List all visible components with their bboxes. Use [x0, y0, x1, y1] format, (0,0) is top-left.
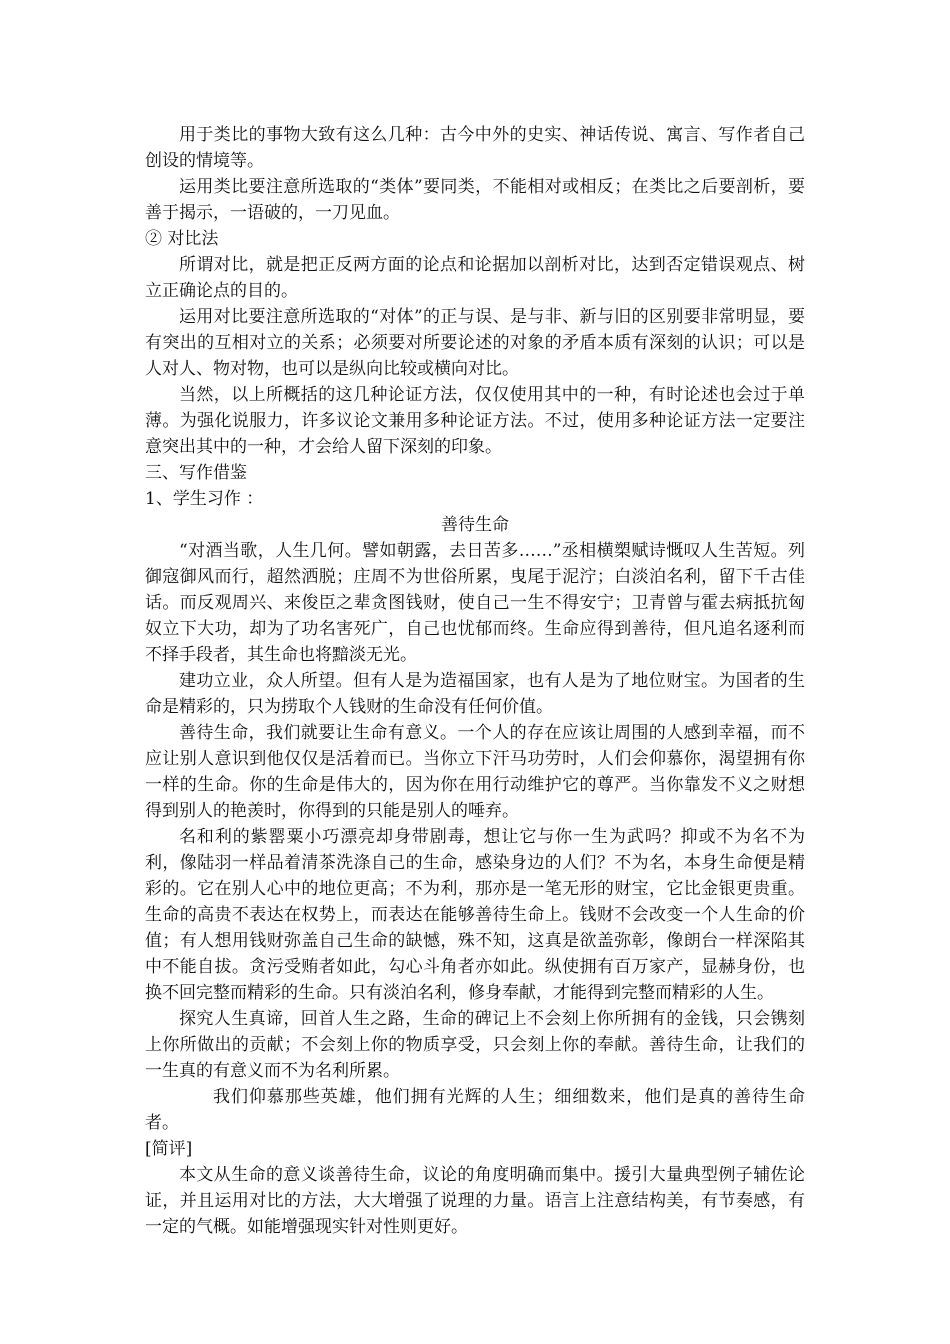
heading-writing-reference: 三、写作借鉴 [145, 463, 247, 483]
heading-brief-comment: [简评] [145, 1139, 193, 1159]
paragraph-analogy-types: 用于类比的事物大致有这么几种：古今中外的史实、神话传说、寓言、写作者自己创设的情境等。 [145, 125, 805, 171]
paragraph-multiple-methods: 当然，以上所概括的这几种论证方法，仅仅使用其中的一种，有时论述也会过于单薄。为强化说服力，许多议论文兼用多种论证方法。不过，使用多种论证方法一定要注意突出其中的一种，才会给人留下深刻的印象。 [145, 385, 805, 457]
essay-paragraph-1: “对酒当歌，人生几何。譬如朝露，去日苦多……”丞相横槊赋诗慨叹人生苦短。列御寇御风而行，超然洒脱；庄周不为世俗所累，曳尾于泥泞；白淡泊名利，留下千古佳话。而反观周兴、来俊臣之辈贪图钱财，使自己一生不得安宁；卫青曾与霍去病抵抗匈奴立下大功，却为了功名害死广，自己也忧郁而终。生命应得到善待，但凡追名逐利而不择手段者，其生命也将黯淡无光。 [145, 541, 805, 665]
essay-paragraph-2: 建功立业，众人所望。但有人是为造福国家，也有人是为了地位财宝。为国者的生命是精彩的，只为捞取个人钱财的生命没有任何价值。 [145, 671, 805, 717]
essay-paragraph-3: 善待生命，我们就要让生命有意义。一个人的存在应该让周围的人感到幸福，而不应让别人意识到他仅仅是活着而已。当你立下汗马功劳时，人们会仰慕你，渴望拥有你一样的生命。你的生命是伟大的，因为你在用行动维护它的尊严。当你靠发不义之财想得到别人的艳羡时，你得到的只能是别人的唾弃。 [145, 723, 805, 821]
paragraph-contrast-definition: 所谓对比，就是把正反两方面的论点和论据加以剖析对比，达到否定错误观点、树立正确论点的目的。 [145, 255, 805, 301]
paragraph-contrast-notes: 运用对比要注意所选取的“对体”的正与误、是与非、新与旧的区别要非常明显，要有突出的互相对立的关系；必须要对所要论述的对象的矛盾本质有深刻的认识；可以是人对人、物对物，也可以是纵向比较或横向对比。 [145, 307, 805, 379]
heading-student-essay: 1、学生习作 ： [145, 489, 264, 509]
essay-paragraph-5: 探究人生真谛，回首人生之路，生命的碑记上不会刻上你所拥有的金钱，只会镌刻上你所做出的贡献；不会刻上你的物质享受，只会刻上你的奉献。善待生命，让我们的一生真的有意义而不为名利所累。 [145, 1009, 805, 1081]
essay-title: 善待生命 [441, 515, 509, 535]
comment-paragraph: 本文从生命的意义谈善待生命，议论的角度明确而集中。援引大量典型例子辅佐论证，并且运用对比的方法，大大增强了说理的力量。语言上注意结构美，有节奏感，有一定的气概。如能增强现实针对性则更好。 [145, 1165, 805, 1237]
document-page [145, 122, 805, 1240]
essay-paragraph-4: 名和利的紫罂粟小巧漂亮却身带剧毒，想让它与你一生为武吗？抑或不为名不为利，像陆羽一样品着清茶洗涤自己的生命，感染身边的人们？不为名，本身生命便是精彩的。它在别人心中的地位更高；不为利，那亦是一笔无形的财宝，它比金银更贵重。生命的高贵不表达在权势上，而表达在能够善待生命上。钱财不会改变一个人生命的价值；有人想用钱财弥盖自己生命的缺憾，殊不知，这真是欲盖弥彰，像朗台一样深陷其中不能自拔。贪污受贿者如此，勾心斗角者亦如此。纵使拥有百万家产，显赫身份，也换不回完整而精彩的生命。只有淡泊名利，修身奉献，才能得到完整而精彩的人生。 [145, 827, 805, 1003]
essay-paragraph-6: 我们仰慕那些英雄，他们拥有光辉的人生；细细数来，他们是真的善待生命者。 [145, 1087, 805, 1133]
heading-contrast-method: ② 对比法 [145, 229, 219, 249]
paragraph-analogy-notes: 运用类比要注意所选取的“类体”要同类，不能相对或相反；在类比之后要剖析，要善于揭示，一语破的，一刀见血。 [145, 177, 805, 223]
